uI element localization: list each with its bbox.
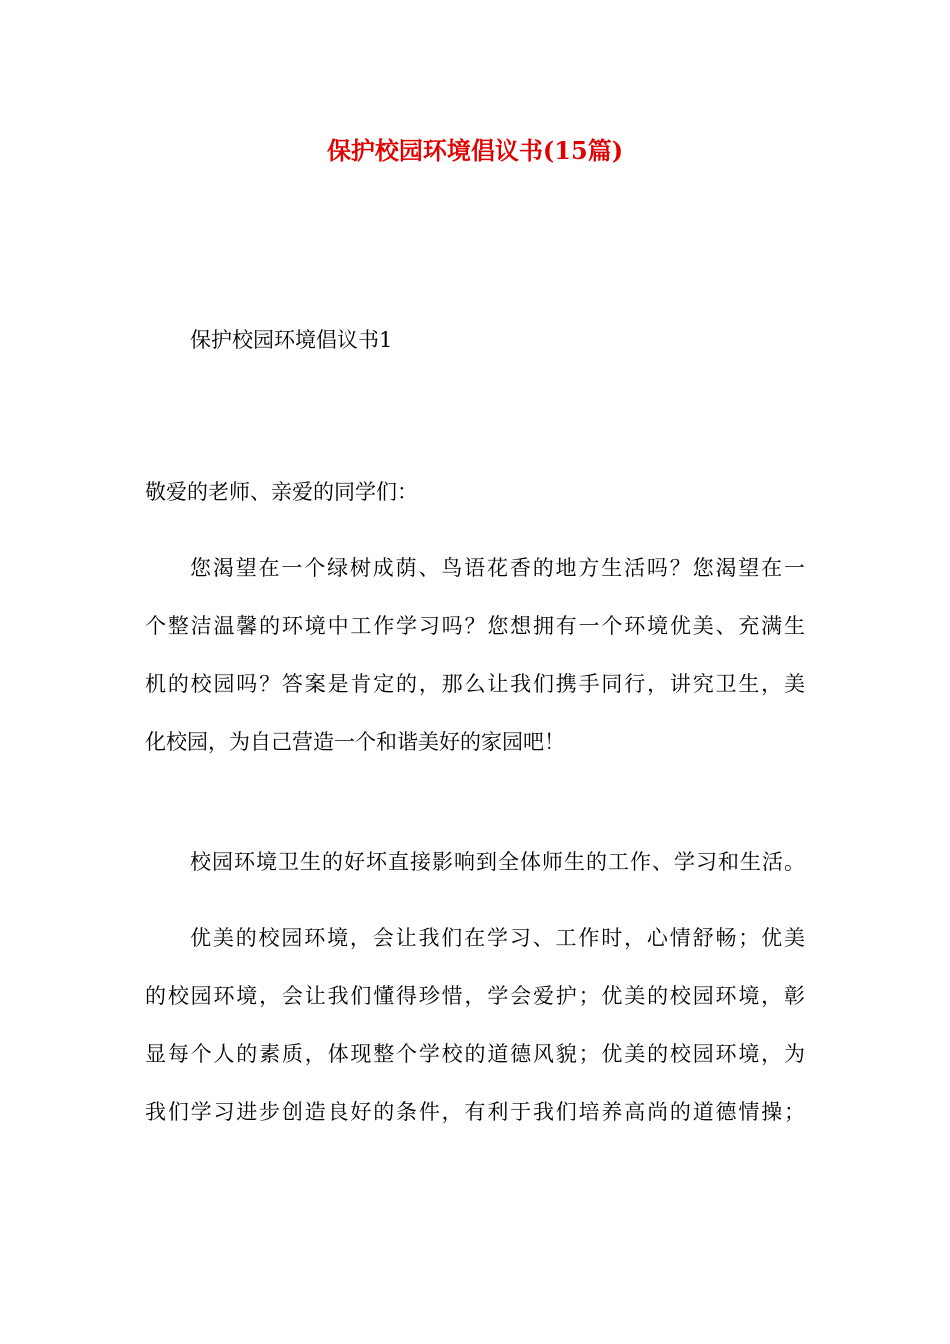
paragraph-line: 我们学习进步创造良好的条件，有利于我们培养高尚的道德情操； [145,1100,805,1124]
salutation: 敬爱的老师、亲爱的同学们： [145,480,418,504]
paragraph-line: 化校园，为自己营造一个和谐美好的家园吧！ [145,730,565,754]
paragraph-1 [145,552,805,784]
section-title: 保护校园环境倡议书1 [190,328,393,352]
paragraph-line: 您渴望在一个绿树成荫、鸟语花香的地方生活吗？您渴望在一 [190,556,805,580]
paragraph-line: 的校园环境，会让我们懂得珍惜，学会爱护；优美的校园环境，彰 [145,984,805,1008]
paragraph-line: 校园环境卫生的好坏直接影响到全体师生的工作、学习和生活。 [190,850,805,874]
paragraph-line: 个整洁温馨的环境中工作学习吗？您想拥有一个环境优美、充满生 [145,614,805,638]
document-title: 保护校园环境倡议书(15篇) [326,136,624,165]
paragraph-line: 优美的校园环境，会让我们在学习、工作时，心情舒畅；优美 [190,926,805,950]
paragraph-line: 机的校园吗？答案是肯定的，那么让我们携手同行，讲究卫生，美 [145,672,805,696]
paragraph-line: 显每个人的素质，体现整个学校的道德风貌；优美的校园环境，为 [145,1042,805,1066]
paragraph-2 [145,846,805,904]
paragraph-3 [145,922,805,1154]
